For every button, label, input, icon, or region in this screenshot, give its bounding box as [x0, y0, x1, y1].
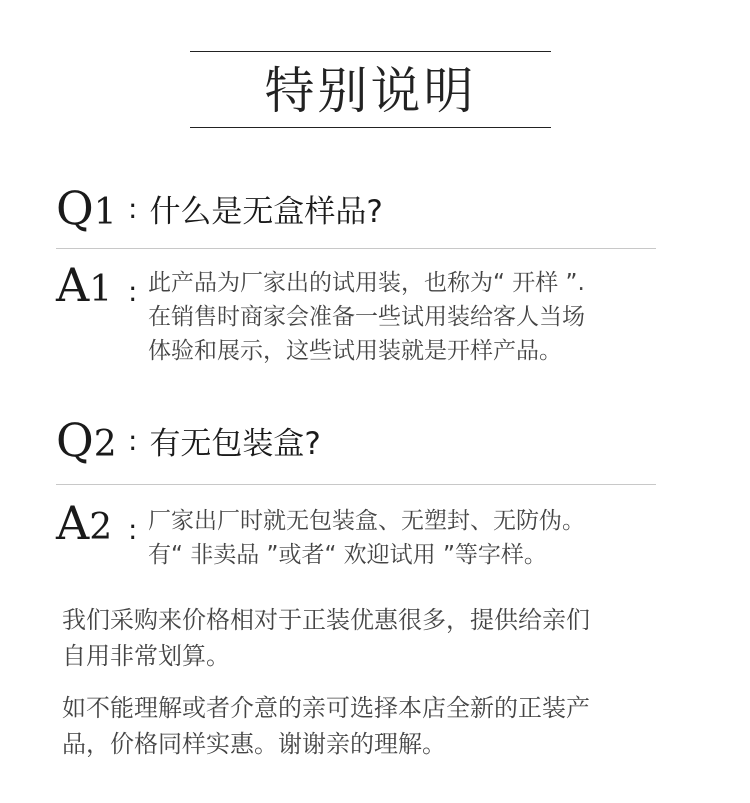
q2-colon: : [128, 423, 138, 457]
q1-mark [56, 181, 132, 235]
a2-mark [56, 496, 149, 550]
note-line: 品，价格同样实惠。谢谢亲的理解。 [62, 730, 446, 758]
a2-text [148, 504, 708, 572]
title-top-rule [190, 51, 551, 52]
q2-text: 有无包装盒? [149, 425, 321, 462]
note-alternative [62, 690, 712, 762]
note-line: 如不能理解或者介意的亲可选择本店全新的正装产 [62, 694, 590, 722]
note-line: 自用非常划算。 [62, 642, 230, 670]
q1-number: 1 [93, 192, 117, 233]
page-title: 特别说明 [264, 62, 477, 120]
a2-line: 有“ 非卖品 ”或者“ 欢迎试用 ”等字样。 [148, 542, 547, 568]
a1-line: 体验和展示，这些试用装就是开样产品。 [148, 338, 562, 364]
a1-number: 1 [89, 269, 113, 310]
q1-colon: : [128, 191, 138, 225]
a1-letter: A [56, 258, 90, 312]
q2-mark [56, 413, 132, 467]
a2-line: 厂家出厂时就无包装盒、无塑封、无防伪。 [148, 508, 585, 534]
q2-number: 2 [93, 424, 117, 465]
question-2 [56, 410, 321, 470]
q2-divider [56, 484, 656, 485]
q1-divider [56, 248, 656, 249]
q2-letter: Q [56, 413, 94, 467]
a2-letter: A [56, 496, 90, 550]
note-price [62, 602, 712, 674]
a1-line: 此产品为厂家出的试用装，也称为“ 开样 ”. [148, 270, 585, 296]
a2-number: 2 [89, 507, 113, 548]
a1-line: 在销售时商家会准备一些试用装给客人当场 [148, 304, 585, 330]
question-1 [56, 178, 383, 238]
q1-letter: Q [56, 181, 94, 235]
a2-colon: : [128, 513, 138, 546]
q1-text: 什么是无盒样品? [149, 193, 383, 230]
title-bottom-rule [190, 127, 551, 128]
note-line: 我们采购来价格相对于正装优惠很多，提供给亲们 [62, 606, 590, 634]
a1-text [148, 266, 708, 368]
a1-mark [56, 258, 149, 312]
a1-colon: : [128, 275, 138, 308]
